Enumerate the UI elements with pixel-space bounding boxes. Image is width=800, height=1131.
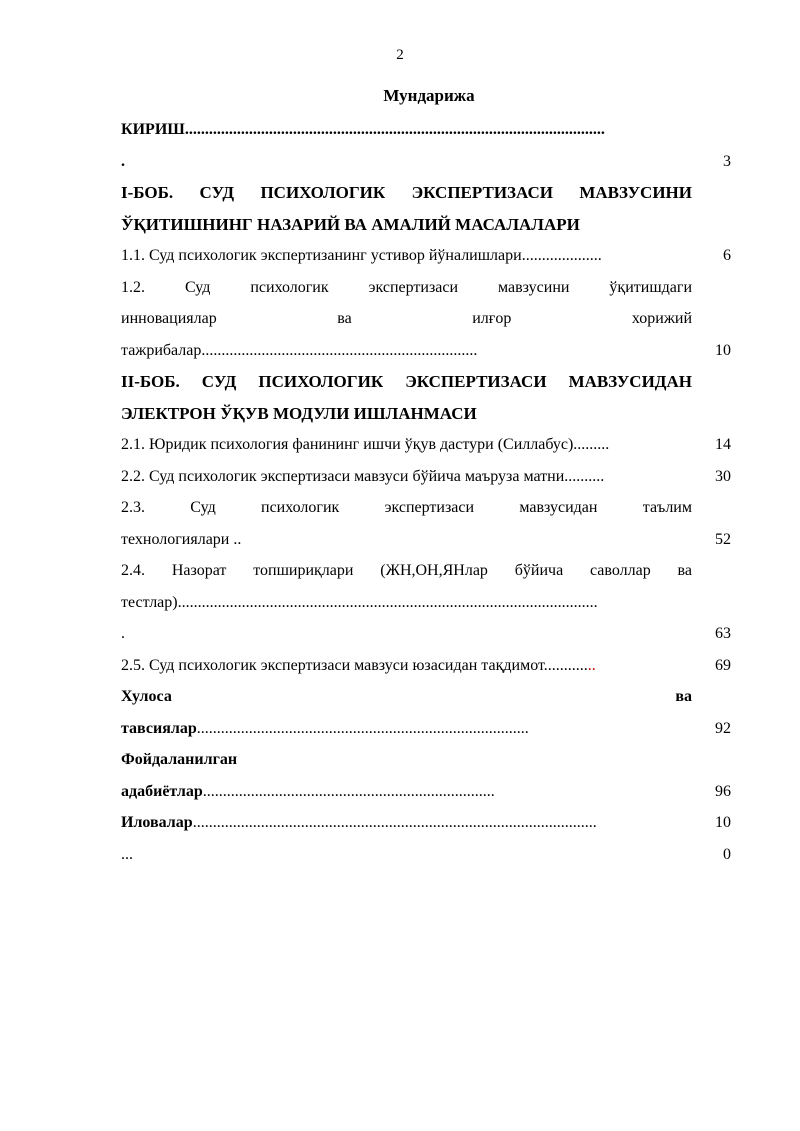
intro-dots-cont: . [121,152,125,170]
entry-2-2-text: 2.2. Суд психологик экспертизаси мавзуси бўйича маъруза матни.......... [121,467,605,485]
entry-2-3-line2: технологиялари .. [121,530,242,548]
entry-1-1-page: 6 [723,247,731,264]
toc-entry-appendices-line2 [121,839,731,871]
toc-entry-2-4[interactable] [121,555,731,587]
references-line1: Фойдаланилган [121,751,238,768]
toc-entry-2-1[interactable] [121,429,731,461]
appendices-dots: ..................................................................................................... [192,814,597,831]
entry-2-5-red-dots: .. [587,656,596,674]
references-line2: адабиётлар [121,782,203,800]
entry-1-2-page: 10 [715,341,731,359]
toc-entry-references-line2 [121,776,731,808]
toc-entry-2-4-line3 [121,618,731,650]
entry-2-4-line1: 2.4. Назорат топшириқлари (ЖН,ОН,ЯНлар бўйича саволлар ва [121,562,692,579]
entry-2-2-page: 30 [715,467,731,485]
entry-2-1-page: 14 [715,436,731,453]
toc-entry-1-2-line3 [121,335,731,367]
intro-dots: ......................................................................................................... [184,121,605,138]
conclusion-word1: Хулоса [121,688,172,705]
appendices-page-part2: 0 [723,845,731,863]
chapter1-heading-line2[interactable]: ЎҚИТИШНИНГ НАЗАРИЙ ВА АМАЛИЙ МАСАЛАЛАРИ [121,214,580,234]
references-dots: ......................................................................... [202,782,495,800]
entry-2-4-page: 63 [715,625,731,642]
toc-entry-1-2-line2 [121,303,731,335]
toc-entry-intro-cont [121,146,731,178]
appendices-page-part1: 10 [715,814,731,831]
table-of-contents [121,114,731,870]
intro-label: КИРИШ [121,121,185,138]
entry-1-1-text: 1.1. Суд психологик экспертизанинг устивор йўналишлари.................... [121,247,602,264]
toc-entry-2-3-line2 [121,524,731,556]
entry-2-4-line3: . [121,625,125,642]
chapter2-heading-line1[interactable]: II-БОБ. СУД ПСИХОЛОГИК ЭКСПЕРТИЗАСИ МАВЗУСИДАН [121,372,692,391]
entry-2-5-page: 69 [715,656,731,674]
chapter2-heading-line2[interactable]: ЭЛЕКТРОН ЎҚУВ МОДУЛИ ИШЛАНМАСИ [121,403,477,423]
entry-1-2-line1: 1.2. Суд психологик экспертизаси мавзусини ўқитишдаги [121,278,692,296]
toc-entry-references[interactable] [121,744,731,776]
entry-1-2-line3: тажрибалар..................................................................... [121,341,478,359]
toc-entry-2-5[interactable] [121,650,731,682]
toc-entry-appendices[interactable] [121,807,731,839]
toc-entry-2-2[interactable] [121,461,731,493]
entry-2-4-line2: тестлар)......................................................................................................... [121,593,598,611]
page-number: 2 [396,47,404,63]
toc-entry-conclusion-line2 [121,713,731,745]
conclusion-page: 92 [715,719,731,737]
toc-entry-intro[interactable] [121,114,731,146]
entry-2-3-page: 52 [715,530,731,548]
intro-page: 3 [723,152,731,170]
appendices-label: Иловалар [121,814,193,831]
toc-entry-1-1[interactable] [121,240,731,272]
chapter1-heading-line1[interactable]: I-БОБ. СУД ПСИХОЛОГИК ЭКСПЕРТИЗАСИ МАВЗУСИНИ [121,183,692,202]
entry-2-5-text: 2.5. Суд психологик экспертизаси мавзуси юзасидан тақдимот........... [121,656,588,674]
entry-1-2-line2: инновациялар ва илғор хорижий [121,310,692,327]
page-title: Мундарижа [383,86,475,105]
toc-entry-2-3[interactable] [121,492,731,524]
toc-entry-2-4-line2 [121,587,731,619]
toc-entry-conclusion[interactable] [121,681,731,713]
conclusion-dots: ................................................................................... [196,719,529,737]
references-page: 96 [715,782,731,800]
appendices-dots-cont: ... [121,845,133,863]
conclusion-word2: ва [675,688,692,705]
toc-entry-1-2[interactable] [121,272,731,304]
entry-2-3-line1: 2.3. Суд психологик экспертизаси мавзусидан таълим [121,499,692,516]
conclusion-word3: тавсиялар [121,719,197,737]
entry-2-1-text: 2.1. Юридик психология фанининг ишчи ўқув дастури (Силлабус)......... [121,436,610,453]
